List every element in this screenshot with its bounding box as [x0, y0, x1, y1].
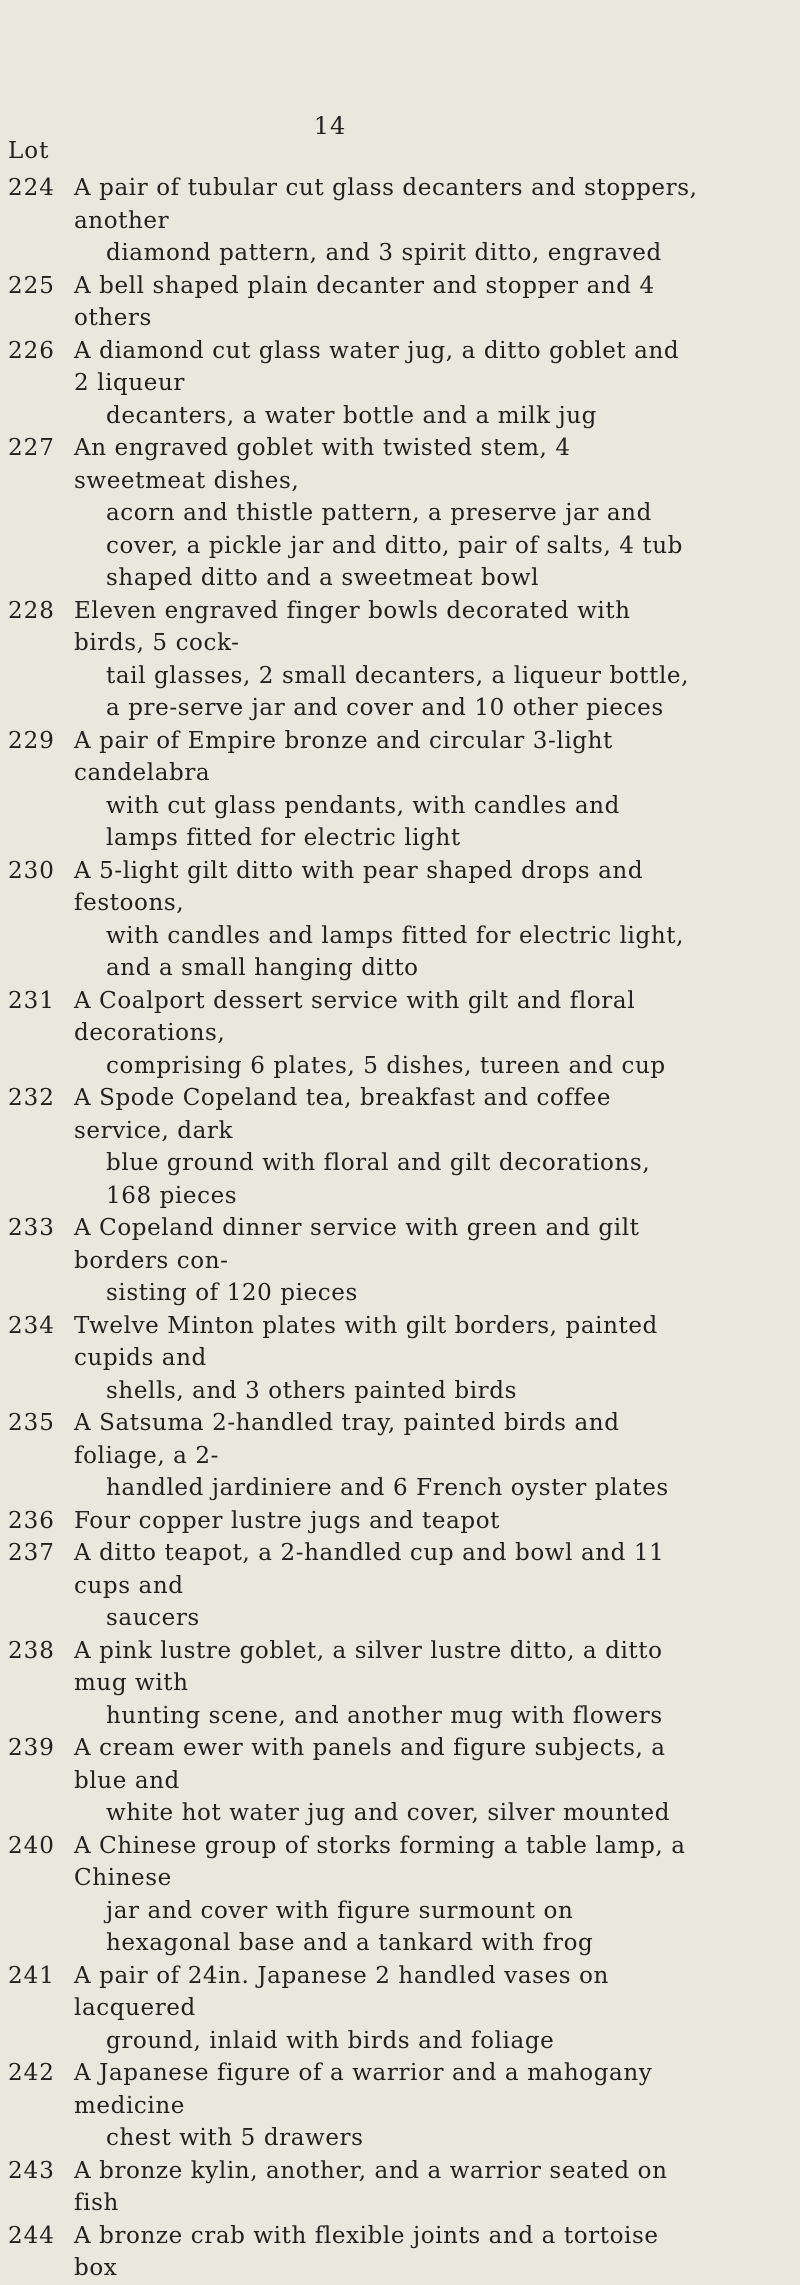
lot-description-first-line: A bell shaped plain decanter and stopper and 4 others: [74, 272, 655, 331]
lot-description-first-line: A diamond cut glass water jug, a ditto goblet and 2 liqueur: [74, 337, 680, 396]
lot-description: [70, 595, 729, 725]
lot-description-continuation: handled jardiniere and 6 French oyster plates: [106, 1475, 669, 1501]
lot-number: 231: [8, 987, 55, 1014]
lot-entry: [0, 2220, 800, 2285]
lot-description-first-line: Four copper lustre jugs and teapot: [74, 1507, 501, 1534]
lot-entry: [0, 270, 800, 335]
lot-description: [70, 1635, 729, 1733]
lot-description-continuation: chest with 5 drawers: [106, 2125, 364, 2151]
lot-description-first-line: A pair of 24in. Japanese 2 handled vases on lacquered: [74, 1962, 609, 2021]
lot-description-first-line: Eleven engraved finger bowls decorated with birds, 5 cock-: [74, 597, 631, 656]
lot-entry: [0, 1635, 800, 1733]
lot-entry: [0, 1212, 800, 1310]
lot-description-first-line: A Spode Copeland tea, breakfast and coffee service, dark: [74, 1085, 612, 1144]
lot-number: 226: [8, 337, 55, 364]
lot-description-first-line: A pair of Empire bronze and circular 3-light candelabra: [74, 727, 613, 786]
lot-description-first-line: Twelve Minton plates with gilt borders, painted cupids and: [74, 1312, 658, 1371]
lot-number: 244: [8, 2222, 55, 2249]
lot-entry: [0, 172, 800, 270]
lot-description: [70, 1212, 729, 1310]
lot-entry: [0, 1407, 800, 1505]
lot-description: [70, 855, 729, 985]
lot-number: 241: [8, 1962, 55, 1989]
lot-description: [70, 985, 729, 1083]
lot-entry: [0, 1310, 800, 1408]
lot-description: [70, 2057, 729, 2155]
lot-description-continuation: decanters, a water bottle and a milk jug: [106, 402, 597, 429]
lot-description-continuation: jar and cover with figure surmount on hexagonal base and a tankard with frog: [106, 1897, 594, 1956]
lot-entry: [0, 595, 800, 725]
lot-description: [70, 725, 729, 855]
lot-description: [70, 172, 729, 270]
lot-description-first-line: A Coalport dessert service with gilt and floral decorations,: [74, 987, 636, 1046]
lot-description: [70, 2220, 729, 2285]
lot-number: 232: [8, 1085, 55, 1111]
lot-number: 237: [8, 1540, 55, 1566]
lot-number: 242: [8, 2060, 55, 2086]
lot-description-continuation: tail glasses, 2 small decanters, a liqueur bottle, a pre-serve jar and cover and 10 other pieces: [106, 662, 690, 721]
lot-description-continuation: sisting of 120 pieces: [106, 1280, 358, 1306]
lot-description: [70, 1537, 729, 1635]
lot-entry: [0, 1082, 800, 1212]
lot-column-header: Lot: [8, 138, 50, 164]
lot-number: 243: [8, 2157, 55, 2184]
lot-description-first-line: An engraved goblet with twisted stem, 4 sweetmeat dishes,: [74, 435, 571, 494]
lot-description: [70, 1830, 729, 1960]
lot-description-first-line: A ditto teapot, a 2-handled cup and bowl and 11 cups and: [74, 1540, 665, 1599]
lot-number: 238: [8, 1637, 55, 1664]
lot-entry: [0, 1537, 800, 1635]
lot-description-first-line: A Satsuma 2-handled tray, painted birds and foliage, a 2-: [74, 1410, 620, 1469]
lot-number: 229: [8, 727, 55, 754]
lot-description-continuation: saucers: [106, 1605, 200, 1631]
lot-description: [70, 1505, 729, 1538]
lot-list: [0, 172, 800, 2285]
lot-number: 227: [8, 435, 55, 461]
lot-entry: [0, 2155, 800, 2220]
lot-entry: [0, 1732, 800, 1830]
lot-description-first-line: A 5-light gilt ditto with pear shaped drops and festoons,: [74, 857, 644, 916]
lot-description: [70, 432, 729, 595]
lot-entry: [0, 432, 800, 595]
lot-number: 239: [8, 1735, 55, 1761]
lot-number: 240: [8, 1832, 55, 1859]
lot-description-first-line: A Chinese group of storks forming a table lamp, a Chinese: [74, 1832, 686, 1891]
lot-description: [70, 1732, 729, 1830]
lot-number: 236: [8, 1507, 55, 1534]
lot-description: [70, 1407, 729, 1505]
lot-entry: [0, 1830, 800, 1960]
lot-description-first-line: A cream ewer with panels and figure subjects, a blue and: [74, 1735, 666, 1794]
lot-description-first-line: A bronze kylin, another, and a warrior seated on fish: [74, 2157, 668, 2216]
lot-description-continuation: blue ground with floral and gilt decorations, 168 pieces: [106, 1150, 651, 1209]
lot-description-continuation: comprising 6 plates, 5 dishes, tureen and cup: [106, 1052, 666, 1079]
lot-number: 233: [8, 1215, 55, 1241]
lot-description: [70, 270, 729, 335]
lot-number: 224: [8, 175, 55, 201]
lot-description: [70, 1960, 729, 2058]
lot-entry: [0, 985, 800, 1083]
lot-description: [70, 335, 729, 433]
lot-entry: [0, 1960, 800, 2058]
lot-description-continuation: acorn and thistle pattern, a preserve jar and cover, a pickle jar and ditto, pair of salts, 4 tub shaped ditto and a sweetmeat bowl: [106, 500, 683, 591]
lot-description-continuation: diamond pattern, and 3 spirit ditto, engraved: [106, 240, 662, 266]
lot-description: [70, 2155, 729, 2220]
lot-description-continuation: with cut glass pendants, with candles and lamps fitted for electric light: [106, 792, 620, 851]
page-number: 14: [313, 112, 347, 140]
lot-description-first-line: A pair of tubular cut glass decanters and stoppers, another: [74, 175, 698, 234]
lot-description: [70, 1082, 729, 1212]
lot-number: 225: [8, 272, 55, 299]
lot-description-continuation: shells, and 3 others painted birds: [106, 1377, 517, 1404]
lot-description-first-line: A bronze crab with flexible joints and a tortoise box: [74, 2222, 659, 2281]
lot-number: 230: [8, 857, 55, 884]
lot-entry: [0, 335, 800, 433]
lot-description-continuation: with candles and lamps fitted for electric light, and a small hanging ditto: [106, 922, 685, 981]
lot-description-first-line: A Copeland dinner service with green and gilt borders con-: [74, 1215, 640, 1274]
lot-description-continuation: hunting scene, and another mug with flowers: [106, 1702, 663, 1729]
lot-entry: [0, 725, 800, 855]
lot-number: 228: [8, 597, 55, 624]
lot-entry: [0, 2057, 800, 2155]
lot-description: [70, 1310, 729, 1408]
lot-description-first-line: A Japanese figure of a warrior and a mahogany medicine: [74, 2060, 653, 2119]
lot-number: 234: [8, 1312, 55, 1339]
lot-description-continuation: white hot water jug and cover, silver mounted: [106, 1800, 671, 1826]
lot-entry: [0, 1505, 800, 1538]
lot-description-first-line: A pink lustre goblet, a silver lustre ditto, a ditto mug with: [74, 1637, 663, 1696]
lot-number: 235: [8, 1410, 55, 1436]
lot-entry: [0, 855, 800, 985]
lot-description-continuation: ground, inlaid with birds and foliage: [106, 2027, 555, 2054]
